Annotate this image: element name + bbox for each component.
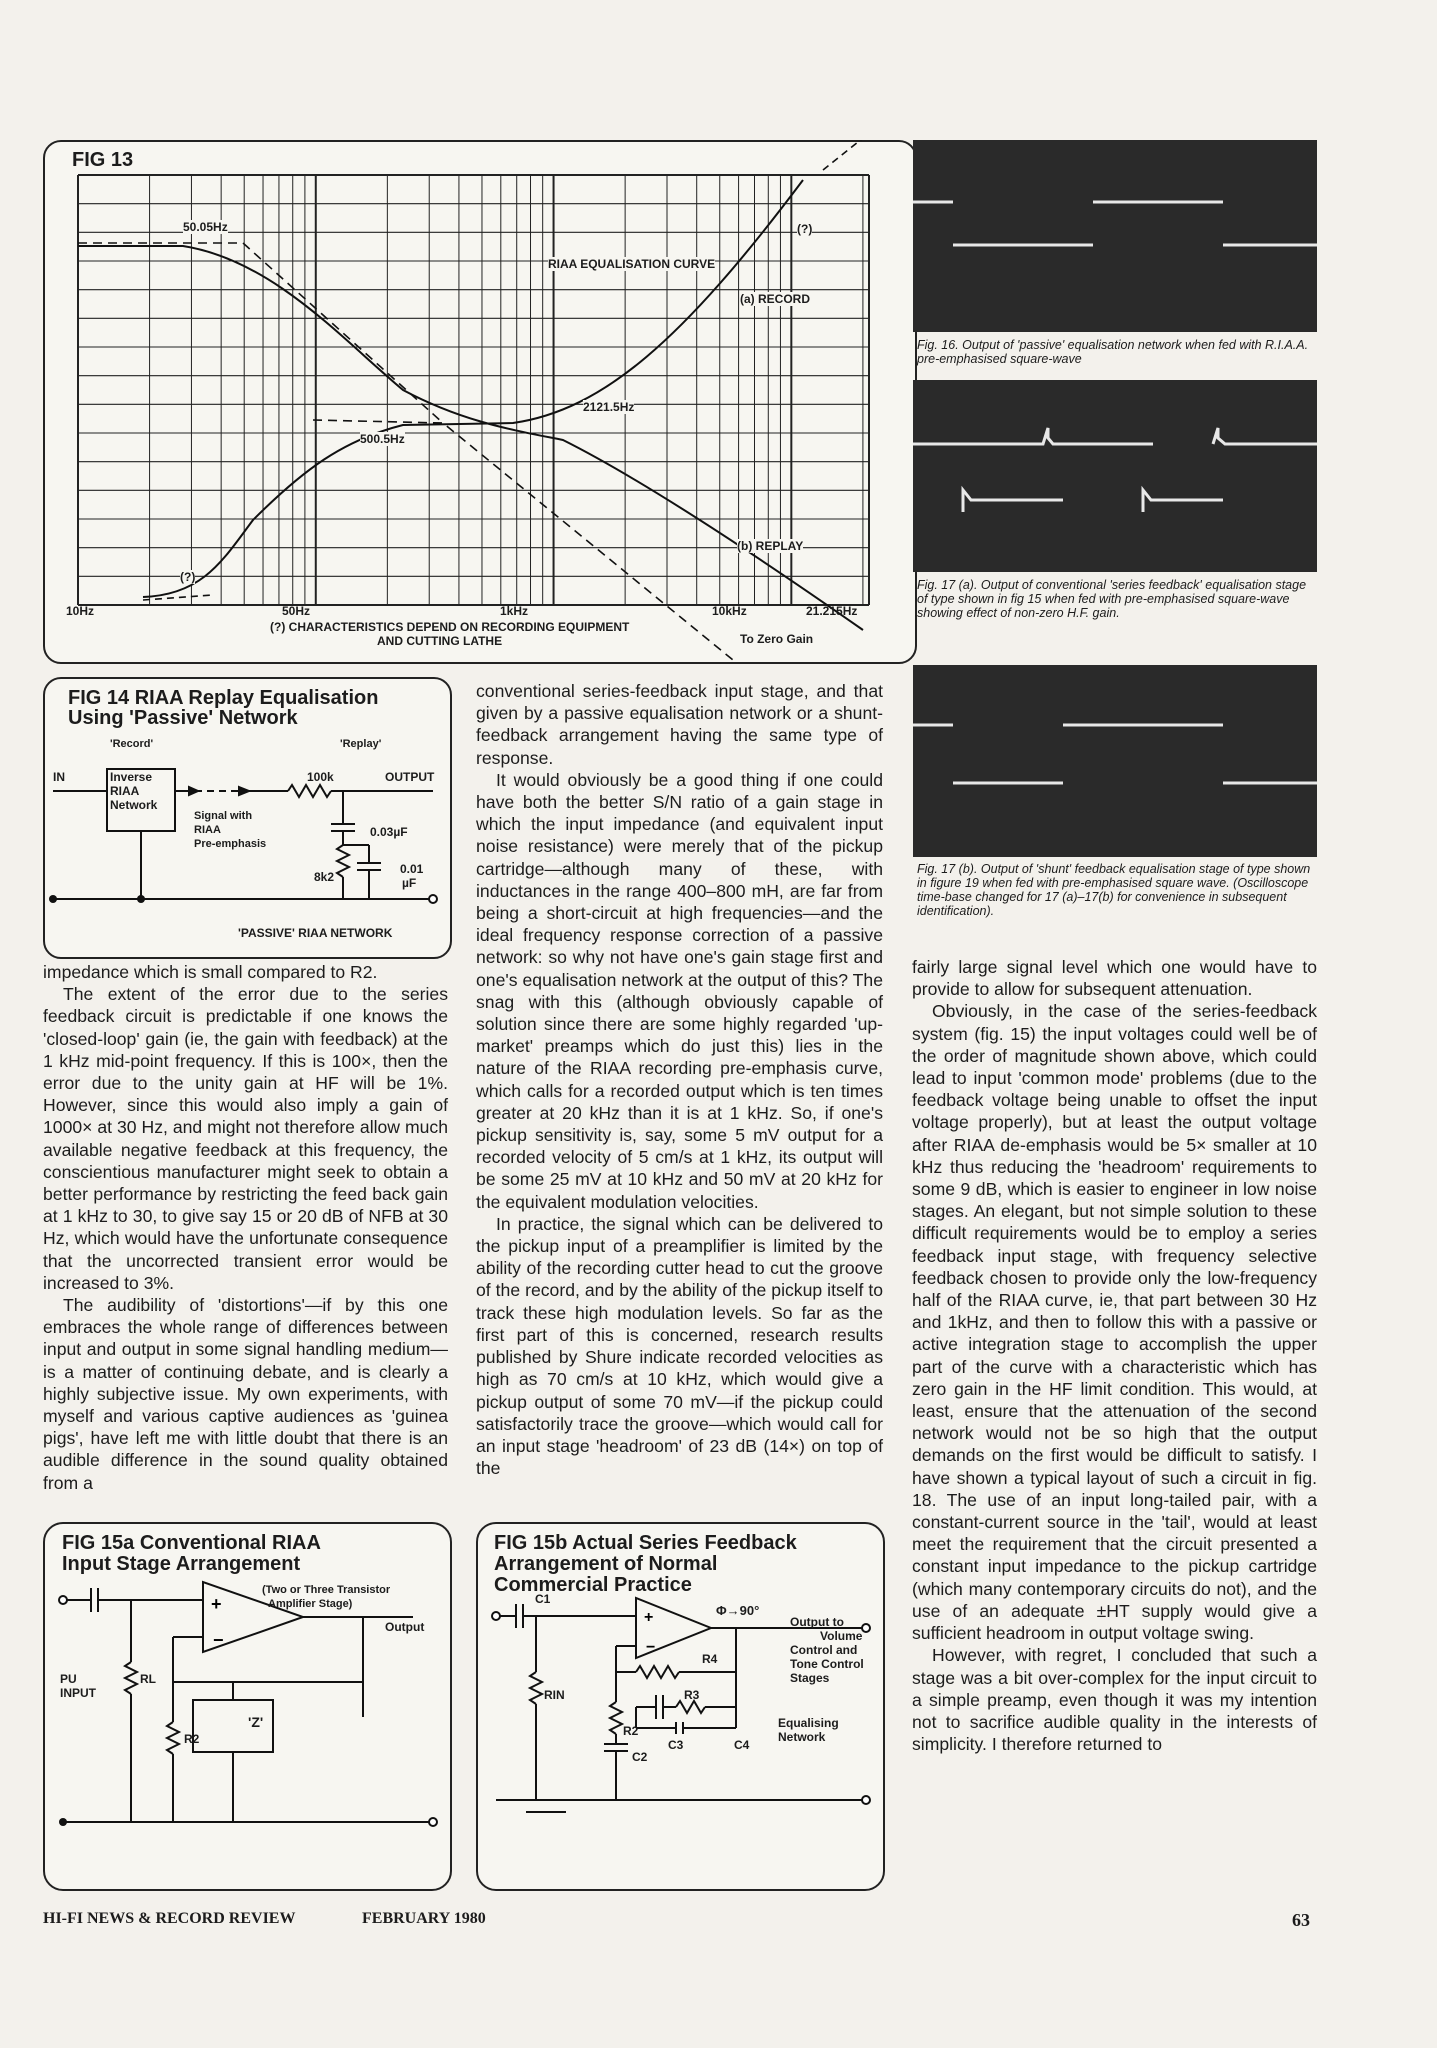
fig14-in-label: IN [53,770,65,784]
fig17a-photo [913,380,1317,572]
fig15b-r2: R2 [623,1724,639,1738]
fig15b-eq-1: Equalising [778,1716,839,1730]
fig15b-r3: R3 [684,1688,700,1702]
fig15b-title-2: Arrangement of Normal [494,1553,718,1575]
fig17b-caption: Fig. 17 (b). Output of 'shunt' feedback equalisation stage of type shown in figure 19 when fed with pre-emphasised square wave. (Oscilloscope time-base changed for 17 (a)–17(b) for convenience in subsequent identification). [917,862,1311,918]
col3-para-3: However, with regret, I concluded that such a stage was a bit over-complex for the input circuit to a simple preamp, even though it was my intention not to sacrifice audible quality in the interests of simplicity. I therefore returned to [912,1645,1317,1755]
label-record: (a) RECORD [740,292,811,306]
footer-date: FEBRUARY 1980 [362,1910,486,1927]
fig14-title-1: FIG 14 RIAA Replay Equalisation [68,687,379,709]
xtick-50hz: 50Hz [282,604,311,618]
fig17a-caption: Fig. 17 (a). Output of conventional 'series feedback' equalisation stage of type shown in fig 15 when fed with pre-emphasised square-wave showing effect of non-zero H.F. gain. [917,578,1307,620]
fig15b-eq-2: Network [778,1730,826,1744]
label-2121hz: 2121.5Hz [583,400,635,414]
column-1 [43,961,448,1494]
col1-para-2: The extent of the error due to the series feedback circuit is predictable if one knows the 'closed-loop' gain (ie, the gain with feedback) at the 1 kHz mid-point frequency. If this is 100×, then the error due to the unity gain at HF will be 1%. However, since this would also imply a gain of 1000× at 30 Hz, and might not therefore allow much available negative feedback at this frequency, the conscientious manufacturer might seek to obtain a better performance by restricting the feed back gain at 1 kHz to 30, to give say 15 or 20 dB of NFB at 30 Hz, which would have the unfortunate consequence that the uncorrected transient error would be increased to 3%. [43,984,448,1293]
fig15b-c2: C2 [632,1750,648,1764]
fig14-output-label: OUTPUT [385,770,435,784]
fig15b-out-1: Output to [790,1615,844,1629]
fig15b-c1: C1 [535,1592,551,1606]
fig14-inverse-1: Inverse [110,770,153,784]
fig13-note-2: AND CUTTING LATHE [377,634,503,648]
fig15a-amp-1: (Two or Three Transistor [262,1584,391,1596]
fig15b-rin: RIN [544,1688,565,1702]
fig15b-c4: C4 [734,1738,750,1752]
label-to-zero-gain: To Zero Gain [740,632,814,646]
fig14-signal-1: Signal with [194,810,253,822]
fig15b-out-4: Tone Control [790,1657,864,1671]
footer-page-number: 63 [1292,1910,1310,1930]
fig14-replay-label: 'Replay' [340,738,382,750]
fig15a-title-1: FIG 15a Conventional RIAA [62,1532,321,1554]
col2-para-3: In practice, the signal which can be delivered to the pickup input of a preamplifier is limited by the ability of the recording cutter head to cut the groove of the record, and by the ability of the pickup itself to track these high modulation levels. So far as the first part of this is concerned, research results published by Shure indicate recorded velocities as high as 70 cm/s at 10 kHz, which would give a pickup output of some 70 mV—if the pickup could satisfactorily trace the groove—which would call for an input stage 'headroom' of 23 dB (14×) on top of the [476,1213,883,1479]
fig15b-title-3: Commercial Practice [494,1574,692,1596]
fig14-record-label: 'Record' [110,738,154,750]
fig15b-out-3: Control and [790,1643,858,1657]
fig15b-r4: R4 [702,1652,718,1666]
svg-text:+: + [644,1609,654,1626]
fig15a-pu: PU [60,1672,77,1686]
xtick-21khz: 21.215Hz [806,604,858,618]
svg-text:−: − [213,1630,224,1650]
fig15a-rl: RL [140,1672,156,1686]
xtick-1khz: 1kHz [500,604,529,618]
col1-para-3: The audibility of 'distortions'—if by this one embraces the whole range of differences between input and output in some signal handling medium—is a matter of continuing debate, and is clearly a highly subjective issue. My own experiments, with myself and various captive audiences as 'guinea pigs', have left me with little doubt that there is an audible difference in the sound quality obtained from a [43,1295,448,1493]
footer-publication: HI-FI NEWS & RECORD REVIEW [43,1910,296,1927]
svg-text:−: − [646,1639,656,1656]
fig15b-c3: C3 [668,1738,684,1752]
fig14-signal-2: RIAA [194,824,221,836]
column-3 [912,956,1317,1755]
label-question-bottom: (?) [180,570,196,584]
fig15b-out-2: Volume [820,1629,863,1643]
fig15a-title-2: Input Stage Arrangement [62,1553,301,1575]
svg-text:+: + [211,1594,222,1614]
fig14-c003-label: 0.03µF [370,825,408,839]
fig14-c001-unit: µF [402,876,417,890]
asymptote-4 [823,140,873,170]
col2-para-2: It would obviously be a good thing if one could have both the better S/N ratio of a gain stage in which the input impedance (and equivalent input noise resistance) were merely that of the pickup cartridge—although many of these, with inductances in the range 400–800 mH, are far from being a short-circuit at high frequencies—and the ideal frequency response correction of a passive network: so why not have one's gain stage first and one's equalisation network at the output of this? The snag with this (although obviously capable of solution since there are some highly regarded 'up-market' preamps which do just this) lies in the nature of the RIAA recording pre-emphasis curve, which calls for a recorded output which is ten times greater at 20 kHz than it is at 1 kHz. So, if one's pickup sensitivity is, say, some 5 mV output for a recorded velocity of 5 cm/s at 1 kHz, its output will be some 25 mV at 10 kHz and 50 mV at 20 kHz for the equivalent modulation velocities. [476,769,883,1212]
column-2 [476,680,883,1479]
fig14-signal-3: Pre-emphasis [194,838,267,850]
col1-para-1: impedance which is small compared to R2. [43,962,378,982]
fig13-title: FIG 13 [72,149,134,171]
col3-para-2: Obviously, in the case of the series-feedback system (fig. 15) the input voltages could well be of the order of magnitude shown above, which could lead to input 'common mode' problems (due to the feedback voltage being unable to offset the input voltage properly), but at least the output voltage after RIAA de-emphasis would be 5× smaller at 10 kHz thus reducing the 'headroom' requirements to some 9 dB, which is easier to engineer in low noise stages. An elegant, but not simple solution to these difficult requirements would be to employ a series feedback input stage, with frequency selective feedback chosen to provide only the low-frequency half of the RIAA curve, ie, that part between 30 Hz and 1kHz, and then to follow this with a passive or active integration stage to accomplish the upper part of the curve with a characteristic which has zero gain in the HF limit condition. This would, at least, ensure that the attenuation of the second network would not be so high that the output demands on the first would be difficult to satisfy. I have shown a typical layout of such a circuit in fig. 18. The use of an input long-tailed pair, with a constant-current source in the 'tail', would at least meet the requirement that the circuit presented a constant input impedance to the pickup cartridge (which many contemporary circuits do not), and the use of an adequate ±HT supply would give a sufficient headroom in output voltage swing. [912,1001,1317,1644]
fig13-graph [43,140,915,662]
record-curve [143,180,803,597]
fig15a-z: 'Z' [248,1714,264,1730]
fig15b-out-5: Stages [790,1671,830,1685]
fig14-c001-label: 0.01 [400,862,424,876]
fig16-photo [913,140,1317,332]
fig14-title-2: Using 'Passive' Network [68,707,298,729]
fig14-inverse-2: RIAA [110,784,140,798]
fig15a-circuit [43,1522,450,1889]
xtick-10khz: 10kHz [712,604,747,618]
label-50hz-top: 50.05Hz [183,220,228,234]
fig15a-input: INPUT [60,1686,96,1700]
label-curve-title: RIAA EQUALISATION CURVE [548,257,716,271]
asymptote-1 [78,243,443,423]
fig15a-output: Output [385,1620,425,1634]
xtick-10hz: 10Hz [66,604,95,618]
fig15a-r2: R2 [184,1732,200,1746]
col2-para-1: conventional series-feedback input stage, and that given by a passive equalisation network or a shunt-feedback arrangement having the same type of response. [476,681,883,768]
label-replay: (b) REPLAY [737,539,804,553]
fig13-note-1: (?) CHARACTERISTICS DEPEND ON RECORDING EQUIPMENT [270,620,630,634]
fig15a-amp-2: Amplifier Stage) [268,1598,353,1610]
fig14-100k-label: 100k [307,770,334,784]
fig15b-title-1: FIG 15b Actual Series Feedback [494,1532,797,1554]
label-500hz: 500.5Hz [360,432,405,446]
fig14-8k2-label: 8k2 [314,870,335,884]
fig16-caption: Fig. 16. Output of 'passive' equalisation network when fed with R.I.A.A. pre-emphasised square-wave [917,338,1309,366]
fig15b-phase: Φ→90° [716,1603,760,1618]
label-question-top: (?) [797,222,813,236]
col3-para-1: fairly large signal level which one would have to provide to allow for subsequent attenuation. [912,957,1317,1000]
fig15b-circuit [476,1522,883,1889]
fig14-inverse-3: Network [110,798,158,812]
fig17b-photo [913,665,1317,857]
fig14-network-label: 'PASSIVE' RIAA NETWORK [238,926,393,940]
